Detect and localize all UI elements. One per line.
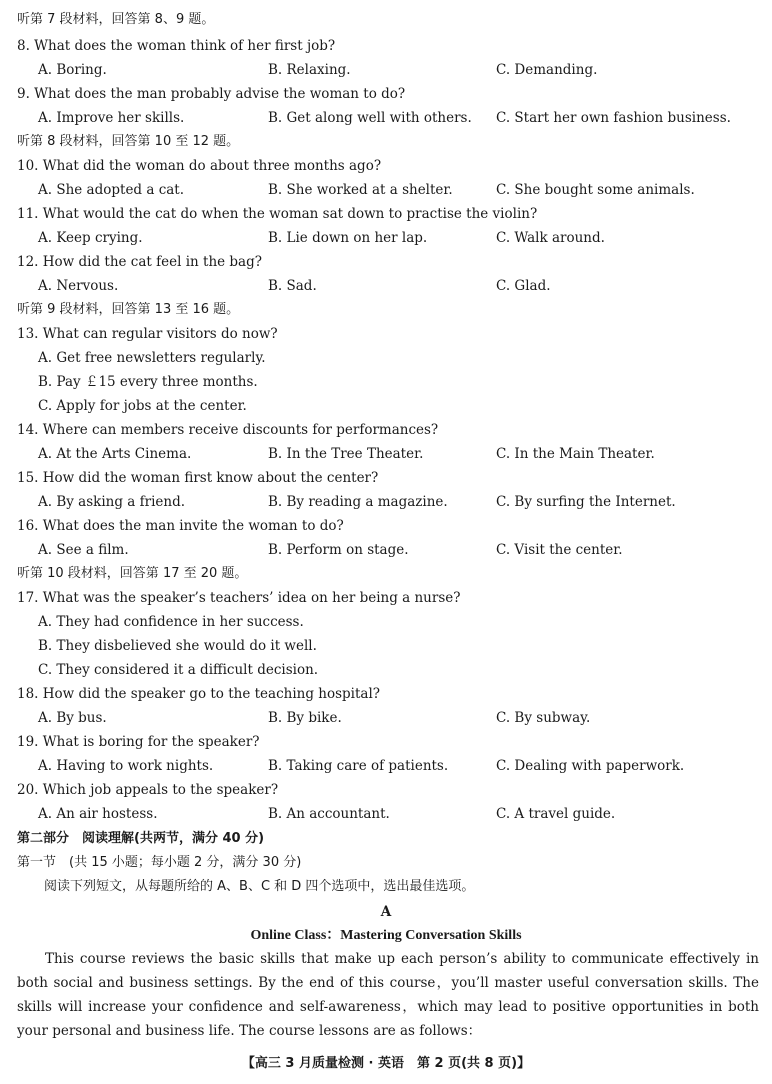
question-19-option-c: C. Dealing with paperwork. [496,758,685,774]
question-17-stem: 17. What was the speaker’s teachers’ idea on her being a nurse? [17,590,461,606]
passage-paragraph: This course reviews the basic skills that make up each person’s ability to communicate effectively in both social and business settings. By the end of this course，you’ll master useful conversation skills. The skills will increase your confidence and self-awareness，which may lead to positive opportunities in both your personal and business life. The course lessons are as follows： [17,951,759,1039]
question-10-option-b: B. She worked at a shelter. [268,182,453,198]
question-8-option-a: A. Boring. [38,62,107,78]
question-17-option-a: A. They had confidence in her success. [38,614,304,630]
question-12-stem: 12. How did the cat feel in the bag? [17,254,262,270]
question-15-stem: 15. How did the woman first know about the center? [17,470,379,486]
reading-instruction: 阅读下列短文，从每题所给的 A、B、C 和 D 四个选项中，选出最佳选项。 [44,879,475,894]
question-20-option-a: A. An air hostess. [38,806,158,822]
question-19-stem: 19. What is boring for the speaker? [17,734,260,750]
question-11-stem: 11. What would the cat do when the woman sat down to practise the violin? [17,206,538,222]
question-16-option-a: A. See a film. [38,542,129,558]
question-14-option-c: C. In the Main Theater. [496,446,655,462]
question-10-option-c: C. She bought some animals. [496,182,695,198]
question-12-option-c: C. Glad. [496,278,551,294]
question-9-option-a: A. Improve her skills. [38,110,185,126]
section-header-10: 听第 10 段材料，回答第 17 至 20 题。 [17,566,248,581]
question-19-option-b: B. Taking care of patients. [268,758,449,774]
question-9-option-c: C. Start her own fashion business. [496,110,731,126]
question-11-option-a: A. Keep crying. [38,230,143,246]
question-11-option-c: C. Walk around. [496,230,605,246]
question-19-option-a: A. Having to work nights. [38,758,214,774]
question-14-option-a: A. At the Arts Cinema. [38,446,192,462]
question-15-option-b: B. By reading a magazine. [268,494,448,510]
question-13-option-c: C. Apply for jobs at the center. [38,398,247,414]
section-header-7: 听第 7 段材料，回答第 8、9 题。 [17,12,215,27]
question-17-option-b: B. They disbelieved she would do it well. [38,638,317,654]
question-13-stem: 13. What can regular visitors do now? [17,326,278,342]
page-footer: 【高三 3 月质量检测 · 英语 第 2 页(共 8 页)】 [241,1056,531,1071]
section-1-title: 第一节 (共 15 小题；每小题 2 分，满分 30 分) [17,855,302,870]
question-18-option-c: C. By subway. [496,710,591,726]
question-13-option-a: A. Get free newsletters regularly. [38,350,266,366]
question-15-option-a: A. By asking a friend. [38,494,185,510]
question-14-stem: 14. Where can members receive discounts for performances? [17,422,439,438]
question-18-stem: 18. How did the speaker go to the teaching hospital? [17,686,381,702]
passage-title: Online Class：Mastering Conversation Skills [250,928,522,943]
question-9-option-b: B. Get along well with others. [268,110,472,126]
question-16-stem: 16. What does the man invite the woman to do? [17,518,344,534]
question-16-option-c: C. Visit the center. [496,542,623,558]
part-2-title: 第二部分 阅读理解(共两节，满分 40 分) [17,831,265,846]
question-17-option-c: C. They considered it a difficult decision. [38,662,319,678]
question-18-option-a: A. By bus. [38,710,107,726]
question-8-option-c: C. Demanding. [496,62,598,78]
question-8-stem: 8. What does the woman think of her first job? [17,38,336,54]
question-10-option-a: A. She adopted a cat. [38,182,185,198]
question-18-option-b: B. By bike. [268,710,342,726]
question-20-option-c: C. A travel guide. [496,806,616,822]
section-header-8: 听第 8 段材料，回答第 10 至 12 题。 [17,134,240,149]
section-header-9: 听第 9 段材料，回答第 13 至 16 题。 [17,302,240,317]
question-8-option-b: B. Relaxing. [268,62,351,78]
question-15-option-c: C. By surfing the Internet. [496,494,676,510]
question-12-option-b: B. Sad. [268,278,317,294]
question-14-option-b: B. In the Tree Theater. [268,446,424,462]
question-12-option-a: A. Nervous. [38,278,119,294]
question-16-option-b: B. Perform on stage. [268,542,409,558]
passage-letter: A [380,904,392,920]
question-20-stem: 20. Which job appeals to the speaker? [17,782,279,798]
question-9-stem: 9. What does the man probably advise the woman to do? [17,86,406,102]
question-20-option-b: B. An accountant. [268,806,390,822]
question-10-stem: 10. What did the woman do about three months ago? [17,158,382,174]
question-13-option-b: B. Pay ￡15 every three months. [38,374,258,390]
question-11-option-b: B. Lie down on her lap. [268,230,428,246]
